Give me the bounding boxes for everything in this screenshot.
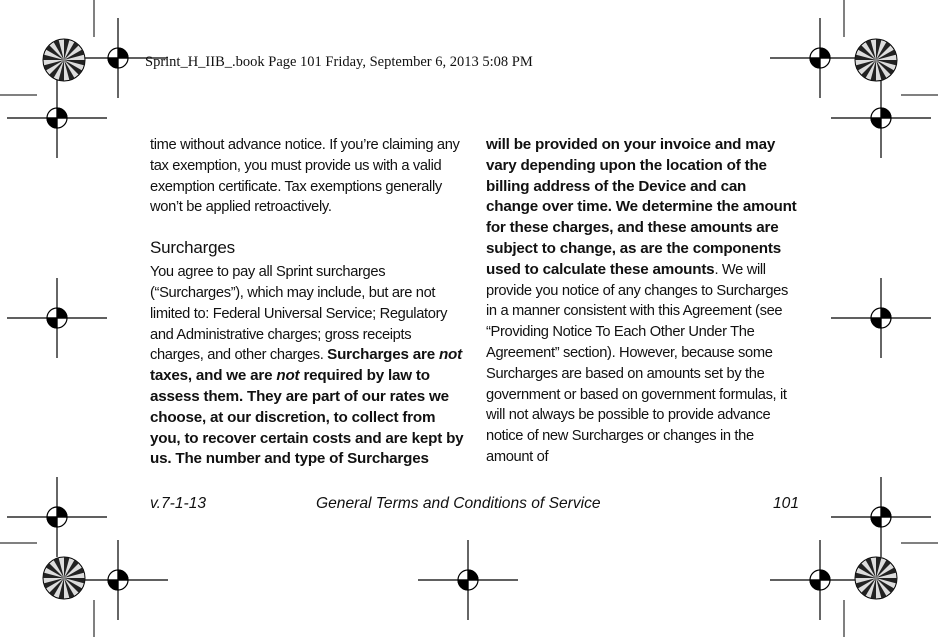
starburst-top-right <box>855 39 897 81</box>
right-column <box>486 135 801 468</box>
registration-target-right-mid <box>831 278 931 358</box>
continued-bold-text: will be provided on your invoice and may vary depending upon the location of the billing address of the Device and can change over time. We determine the amount for these charges, and these amounts are subject to change, as are the components used to calculate these amounts <box>486 136 797 278</box>
surcharges-regular-text: You agree to pay all Sprint surcharges (“Surcharges”), which may include, but are not limited to: Federal Universal Service; Regulatory and Administrative charges; gross receipts charges, and other charges. <box>150 264 448 364</box>
paragraph-surcharges <box>150 262 465 470</box>
paragraph-tax-exemption: time without advance notice. If you’re claiming any tax exemption, you must provide us with a valid exemption certificate. Tax exemptions generally won’t be applied retroactively. <box>150 137 460 216</box>
starburst-top-left <box>43 39 85 81</box>
starburst-bottom-right <box>855 557 897 599</box>
footer-page-number: 101 <box>773 495 800 512</box>
section-heading-surcharges: Surcharges <box>150 238 235 258</box>
emphasis-not-1: not <box>438 346 462 364</box>
registration-target-bottom-center <box>418 540 518 620</box>
registration-target-left-bottom <box>7 477 107 557</box>
surcharges-bold-text-3: required by law to assess them. They are part of our rates we choose, at our discretion, to collect from you, to recover certain costs and are kept by us. The number and type of Surcharges <box>150 367 464 468</box>
registration-target-left-mid <box>7 278 107 358</box>
continued-regular-text: . We will provide you notice of any changes to Surcharges in a manner consistent with this Agreement (see “Providing Notice To Each Other Under The Agreement” section). However, because some Surcharges are based on amounts set by the government or based on government formulas, it will not always be possible to provide advance notice of new Surcharges or changes in the amount of <box>486 261 788 465</box>
surcharges-bold-text-1: Surcharges are <box>327 346 439 364</box>
paragraph-surcharges-continued <box>486 135 801 468</box>
surcharges-bold-text-2: taxes, and we are <box>150 367 277 385</box>
registration-target-right-top <box>831 78 931 158</box>
left-column <box>150 135 465 470</box>
footer-version: v.7-1-13 <box>150 495 207 512</box>
footer-title: General Terms and Conditions of Service <box>316 495 601 512</box>
emphasis-not-2: not <box>276 367 300 385</box>
registration-target-left-top <box>7 78 107 158</box>
registration-target-right-bottom <box>831 477 931 557</box>
print-slug: Sprint_H_IIB_.book Page 101 Friday, September 6, 2013 5:08 PM <box>145 54 533 70</box>
starburst-bottom-left <box>43 557 85 599</box>
